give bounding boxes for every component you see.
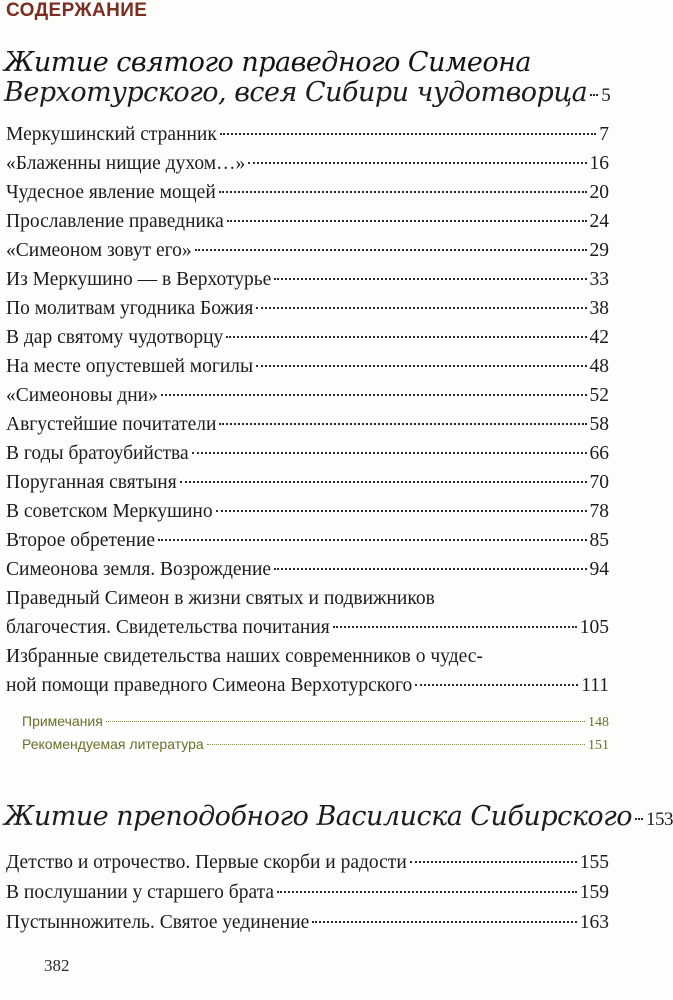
dot-leader (227, 220, 587, 222)
toc-entry[interactable] (6, 122, 609, 148)
entry-page: 94 (589, 559, 609, 580)
entry-title: ной помощи праведного Симеона Верхотурского (6, 675, 413, 696)
entry-title: В дар святому чудотворцу (6, 327, 224, 348)
note-title: Примечания (22, 713, 103, 729)
toc-entry[interactable] (6, 296, 609, 322)
toc-entry[interactable] (6, 238, 609, 264)
page-number: 382 (44, 956, 70, 975)
entry-title: Поруганная святыня (6, 472, 177, 493)
entry-title: На месте опустевшей могилы (6, 356, 254, 377)
dot-leader (590, 94, 598, 96)
entry-title: Второе обретение (6, 530, 156, 551)
dot-leader (410, 861, 577, 863)
note-page: 151 (588, 738, 609, 753)
entry-page: 52 (589, 385, 609, 406)
dot-leader (207, 744, 585, 745)
dot-leader (226, 336, 586, 338)
dot-leader (274, 568, 586, 570)
dot-leader (312, 921, 576, 923)
entry-page: 24 (589, 211, 609, 232)
dot-leader (248, 162, 586, 164)
entry-page: 155 (579, 852, 609, 873)
toc-entry[interactable] (6, 880, 609, 906)
entry-page: 58 (589, 414, 609, 435)
entry-title: «Блаженны нищие духом…» (6, 153, 246, 174)
toc-entry[interactable] (6, 615, 609, 641)
dot-leader (219, 191, 587, 193)
entry-page: 85 (589, 530, 609, 551)
dot-leader (274, 278, 586, 280)
section1-page: 5 (601, 85, 611, 106)
entry-page: 48 (589, 356, 609, 377)
toc-entry[interactable] (6, 151, 609, 177)
toc-entry-line1[interactable]: Праведный Симеон в жизни святых и подвижников (6, 588, 435, 609)
entry-title: благочестия. Свидетельства почитания (6, 617, 330, 638)
dot-leader (161, 394, 587, 396)
dot-leader (333, 626, 577, 628)
entry-page: 20 (589, 182, 609, 203)
toc-entry[interactable] (6, 557, 609, 583)
entry-title: «Симеоном зовут его» (6, 240, 192, 261)
section1-title-row[interactable] (4, 77, 611, 109)
toc-entry[interactable] (6, 850, 609, 876)
entry-title: В годы братоубийства (6, 443, 189, 464)
toc-entry[interactable] (6, 910, 609, 936)
dot-leader (192, 452, 587, 454)
dot-leader (256, 307, 586, 309)
entry-page: 29 (589, 240, 609, 261)
toc-entry[interactable] (6, 441, 609, 467)
toc-entry[interactable] (6, 209, 609, 235)
dot-leader (195, 249, 587, 251)
entry-page: 42 (589, 327, 609, 348)
entry-page: 16 (589, 153, 609, 174)
toc-note-entry[interactable] (22, 711, 609, 733)
toc-entry[interactable] (6, 528, 609, 554)
section2-title-row[interactable] (4, 801, 673, 833)
entry-page: 7 (599, 124, 609, 145)
dot-leader (216, 510, 587, 512)
entry-title: Прославление праведника (6, 211, 224, 232)
toc-entry[interactable] (6, 499, 609, 525)
entry-title: В послушании у старшего брата (6, 882, 275, 903)
page-header: СОДЕРЖАНИЕ (6, 0, 148, 21)
entry-title: В советском Меркушино (6, 501, 213, 522)
entry-title: Из Меркушино — в Верхотурье (6, 269, 272, 290)
toc-entry[interactable] (6, 354, 609, 380)
section2-page: 153 (646, 809, 673, 830)
dot-leader (277, 891, 577, 893)
toc-note-entry[interactable] (22, 734, 609, 756)
entry-title: Меркушинский странник (6, 124, 217, 145)
entry-title: По молитвам угодника Божия (6, 298, 254, 319)
entry-title: Чудесное явление мощей (6, 182, 216, 203)
entry-page: 66 (589, 443, 609, 464)
toc-entry[interactable] (6, 325, 609, 351)
entry-page: 70 (589, 472, 609, 493)
entry-title: Августейшие почитатели (6, 414, 217, 435)
dot-leader (106, 721, 585, 722)
dot-leader (415, 684, 578, 686)
toc-entry[interactable] (6, 470, 609, 496)
entry-title: Симеонова земля. Возрождение (6, 559, 272, 580)
toc-entry[interactable] (6, 267, 609, 293)
dot-leader (180, 481, 587, 483)
note-page: 148 (588, 715, 609, 730)
dot-leader (158, 539, 586, 541)
entry-title: «Симеоновы дни» (6, 385, 158, 406)
entry-page: 111 (581, 675, 609, 696)
dot-leader (256, 365, 586, 367)
toc-entry[interactable] (6, 412, 609, 438)
toc-entry[interactable] (6, 180, 609, 206)
entry-page: 163 (579, 912, 609, 933)
section2-title: Житие преподобного Василиска Сибирского (4, 801, 632, 832)
entry-page: 38 (589, 298, 609, 319)
entry-page: 78 (589, 501, 609, 522)
dot-leader (220, 133, 596, 135)
toc-entry[interactable] (6, 383, 609, 409)
dot-leader (635, 818, 643, 820)
entry-title: Детство и отрочество. Первые скорби и радости (6, 852, 407, 873)
entry-page: 105 (579, 617, 609, 638)
entry-title: Пустынножитель. Святое уединение (6, 912, 310, 933)
entry-page: 159 (579, 882, 609, 903)
section1-title-line1: Житие святого праведного Симеона (4, 47, 531, 78)
entry-page: 33 (589, 269, 609, 290)
section1-title-line2: Верхотурского, всея Сибири чудотворца (4, 77, 588, 108)
toc-entry[interactable] (6, 673, 609, 699)
toc-entry-line1[interactable]: Избранные свидетельства наших современников о чудес- (6, 646, 483, 667)
dot-leader (219, 423, 586, 425)
note-title: Рекомендуемая литература (22, 736, 204, 752)
